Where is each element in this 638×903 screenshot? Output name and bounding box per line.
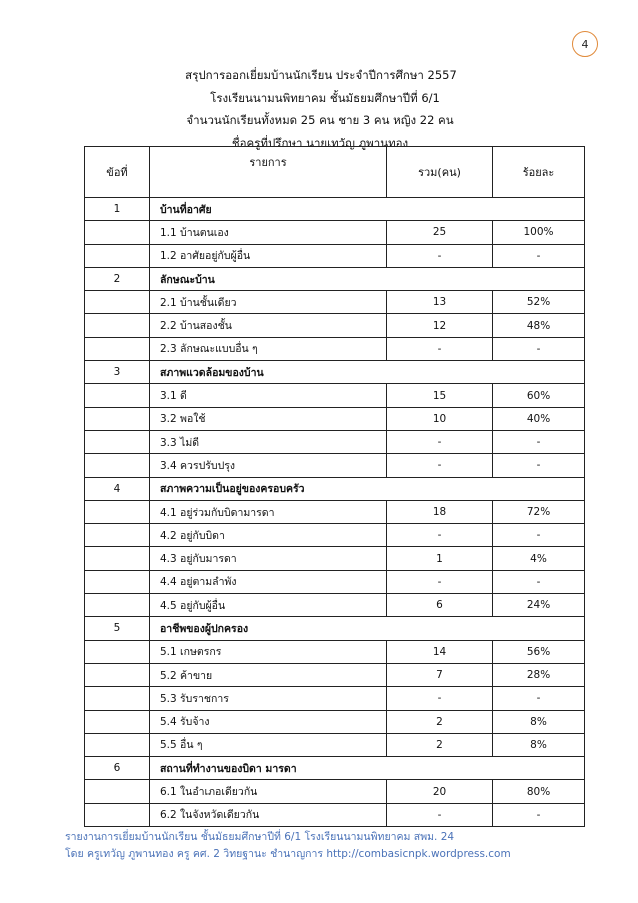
header-percent: ร้อยละ (493, 147, 585, 198)
item-label: 6.2 ในจังหวัดเดียวกัน (150, 803, 387, 826)
item-percent: 28% (493, 663, 585, 686)
table-row (85, 430, 585, 453)
row-number-cell (85, 710, 150, 733)
item-percent: - (493, 454, 585, 477)
row-number-cell (85, 244, 150, 267)
item-total: 14 (387, 640, 493, 663)
group-number: 4 (85, 477, 150, 500)
group-title: ลักษณะบ้าน (150, 267, 585, 290)
item-total: 18 (387, 500, 493, 523)
header-total: รวม(คน) (387, 147, 493, 198)
item-label: 3.2 พอใช้ (150, 407, 387, 430)
item-label: 3.1 ดี (150, 384, 387, 407)
table-row (85, 687, 585, 710)
table-row (85, 780, 585, 803)
item-percent: 8% (493, 710, 585, 733)
row-number-cell (85, 687, 150, 710)
item-percent: 52% (493, 291, 585, 314)
item-total: - (387, 524, 493, 547)
item-total: - (387, 570, 493, 593)
group-row (85, 198, 585, 221)
report-title: สรุปการออกเยี่ยมบ้านนักเรียน ประจำปีการศึกษา 2557 (185, 68, 457, 82)
item-total: - (387, 430, 493, 453)
row-number-cell (85, 524, 150, 547)
row-number-cell (85, 291, 150, 314)
item-percent: - (493, 803, 585, 826)
advisor-line: ชื่อครูที่ปรึกษา นายเทวัญ ภูพานทอง (231, 135, 409, 150)
item-percent: - (493, 524, 585, 547)
item-total: - (387, 687, 493, 710)
row-number-cell (85, 640, 150, 663)
group-row (85, 757, 585, 780)
table-row (85, 524, 585, 547)
table-row (85, 221, 585, 244)
table-row (85, 570, 585, 593)
item-label: 1.1 บ้านตนเอง (150, 221, 387, 244)
row-number-cell (85, 500, 150, 523)
item-label: 4.4 อยู่ตามลำพัง (150, 570, 387, 593)
table-row (85, 407, 585, 430)
group-title: สภาพความเป็นอยู่ของครอบครัว (150, 477, 585, 500)
header-item: รายการ (150, 147, 387, 198)
row-number-cell (85, 547, 150, 570)
footer-line-2: โดย ครูเทวัญ ภูพานทอง ครู คศ. 2 วิทยฐานะ ชำนาญการ http://combasicnpk.wordpress.com (65, 848, 511, 860)
item-label: 6.1 ในอำเภอเดียวกัน (150, 780, 387, 803)
item-total: 2 (387, 710, 493, 733)
item-label: 5.3 รับราชการ (150, 687, 387, 710)
item-label: 2.2 บ้านสองชั้น (150, 314, 387, 337)
item-label: 4.3 อยู่กับมารดา (150, 547, 387, 570)
row-number-cell (85, 454, 150, 477)
row-number-cell (85, 570, 150, 593)
table-row (85, 454, 585, 477)
item-percent: 8% (493, 733, 585, 756)
row-number-cell (85, 780, 150, 803)
table-row (85, 733, 585, 756)
report-title-block (0, 64, 638, 154)
home-visit-summary-table (84, 146, 585, 827)
item-label: 4.2 อยู่กับบิดา (150, 524, 387, 547)
group-title: สถานที่ทำงานของบิดา มารดา (150, 757, 585, 780)
table-row (85, 663, 585, 686)
item-percent: 56% (493, 640, 585, 663)
table-row (85, 547, 585, 570)
group-number: 6 (85, 757, 150, 780)
table-row (85, 244, 585, 267)
table-row (85, 314, 585, 337)
row-number-cell (85, 407, 150, 430)
group-number: 2 (85, 267, 150, 290)
item-label: 5.1 เกษตรกร (150, 640, 387, 663)
item-percent: 24% (493, 594, 585, 617)
item-total: - (387, 337, 493, 360)
item-label: 4.1 อยู่ร่วมกับบิดามารดา (150, 500, 387, 523)
group-row (85, 617, 585, 640)
item-percent: 72% (493, 500, 585, 523)
page-footer (65, 829, 511, 863)
table-row (85, 803, 585, 826)
table-row (85, 500, 585, 523)
school-class-line: โรงเรียนนามนพิทยาคม ชั้นมัธยมศึกษาปีที่ 6/1 (210, 90, 440, 105)
row-number-cell (85, 430, 150, 453)
group-title: สภาพแวดล้อมของบ้าน (150, 361, 585, 384)
table-row (85, 337, 585, 360)
item-percent: 100% (493, 221, 585, 244)
row-number-cell (85, 733, 150, 756)
group-title: อาชีพของผู้ปกครอง (150, 617, 585, 640)
item-total: 15 (387, 384, 493, 407)
item-total: - (387, 244, 493, 267)
item-label: 3.4 ควรปรับปรุง (150, 454, 387, 477)
row-number-cell (85, 337, 150, 360)
student-count-line: จำนวนนักเรียนทั้งหมด 25 คน ชาย 3 คน หญิง 22 คน (186, 113, 454, 127)
item-total: 6 (387, 594, 493, 617)
page-number: 4 (572, 31, 598, 57)
header-no: ข้อที่ (85, 147, 150, 198)
item-label: 5.2 ค้าขาย (150, 663, 387, 686)
group-row (85, 361, 585, 384)
item-label: 2.1 บ้านชั้นเดียว (150, 291, 387, 314)
table-header-row (85, 147, 585, 198)
footer-line-1: รายงานการเยี่ยมบ้านนักเรียน ชั้นมัธยมศึกษาปีที่ 6/1 โรงเรียนนามนพิทยาคม สพม. 24 (65, 831, 455, 843)
item-total: 7 (387, 663, 493, 686)
item-percent: 80% (493, 780, 585, 803)
item-label: 5.5 อื่น ๆ (150, 733, 387, 756)
table-row (85, 594, 585, 617)
item-label: 1.2 อาศัยอยู่กับผู้อื่น (150, 244, 387, 267)
item-label: 4.5 อยู่กับผู้อื่น (150, 594, 387, 617)
row-number-cell (85, 663, 150, 686)
item-total: 12 (387, 314, 493, 337)
row-number-cell (85, 384, 150, 407)
group-title: บ้านที่อาศัย (150, 198, 585, 221)
item-total: 10 (387, 407, 493, 430)
item-total: 2 (387, 733, 493, 756)
table-row (85, 384, 585, 407)
group-number: 3 (85, 361, 150, 384)
item-percent: - (493, 687, 585, 710)
item-total: 20 (387, 780, 493, 803)
group-number: 1 (85, 198, 150, 221)
item-percent: 4% (493, 547, 585, 570)
item-label: 5.4 รับจ้าง (150, 710, 387, 733)
item-total: - (387, 454, 493, 477)
item-label: 3.3 ไม่ดี (150, 430, 387, 453)
item-percent: 40% (493, 407, 585, 430)
group-number: 5 (85, 617, 150, 640)
item-total: 13 (387, 291, 493, 314)
item-total: 25 (387, 221, 493, 244)
table-row (85, 291, 585, 314)
item-percent: - (493, 337, 585, 360)
item-total: 1 (387, 547, 493, 570)
row-number-cell (85, 803, 150, 826)
item-percent: - (493, 244, 585, 267)
item-percent: - (493, 430, 585, 453)
row-number-cell (85, 314, 150, 337)
group-row (85, 477, 585, 500)
row-number-cell (85, 221, 150, 244)
item-total: - (387, 803, 493, 826)
table-body (85, 198, 585, 827)
item-percent: - (493, 570, 585, 593)
item-label: 2.3 ลักษณะแบบอื่น ๆ (150, 337, 387, 360)
item-percent: 60% (493, 384, 585, 407)
item-percent: 48% (493, 314, 585, 337)
table-row (85, 710, 585, 733)
group-row (85, 267, 585, 290)
table-row (85, 640, 585, 663)
row-number-cell (85, 594, 150, 617)
